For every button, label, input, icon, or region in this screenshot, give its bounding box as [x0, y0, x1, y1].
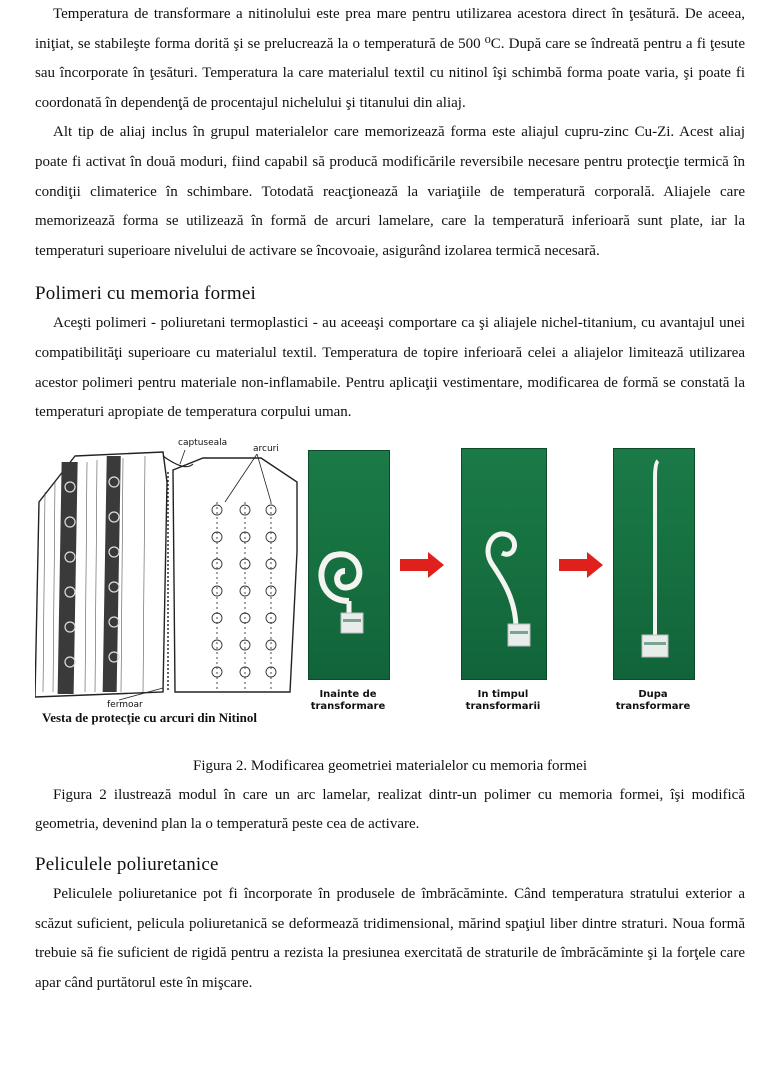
paragraph-cu-zn-alloy: Alt tip de aliaj inclus în grupul materialelor care memorizează forma este aliajul cupru-zinc Cu-Zi. Acest aliaj poate fi activat în două moduri, fiind capabil să producă modificările reversibile necesare pentru protecţie termică în condiţii climaterice în schimbare. Totodată reacţionează la variaţiile de temperatură corporală. Aliajele care memorizează forma se utilizează în formă de arcuri lamelare, care la temperatură inferioară sunt plate, iar la temperaturi superioare nivelului de activare se încovoaie, asigurând izolarea termică necesară.: [35, 124, 745, 259]
label-before: Inainte de transformare: [310, 688, 386, 712]
arrow-right-icon: [400, 552, 444, 578]
label-after: Dupa transformare: [615, 688, 691, 712]
figure-2: [35, 437, 745, 752]
photo-before-transformation: [308, 450, 390, 680]
document-page: [35, 0, 745, 998]
photo-after-transformation: [613, 448, 695, 680]
paragraph-figure-description: Figura 2 ilustrează modul în care un arc lamelar, realizat dintr-un polimer cu memoria formei, îşi modifică geometria, devenind plan la o temperatură peste cea de activare.: [35, 786, 745, 833]
coiled-strip-image: [309, 451, 389, 679]
vest-drawing: [35, 442, 300, 702]
vest-title: Vesta de protecţie cu arcuri din Nitinol: [42, 709, 257, 725]
label-during: In timpul transformarii: [465, 688, 541, 712]
label-lining: captuseala: [178, 437, 228, 448]
flat-strip-image: [614, 449, 694, 679]
label-springs: arcuri: [253, 443, 279, 454]
heading-polimeri: Polimeri cu memoria formei: [35, 283, 257, 305]
heading-pelicule: Peliculele poliuretanice: [35, 853, 219, 875]
paragraph-polimeri: Aceşti polimeri - poliuretani termoplastici - au aceeaşi comportare ca şi aliajele nichel-titanium, cu avantajul unei compatibilităţi superioare cu materialul textil. Temperatura de topire inferioară celei a aliajelor limitează utilizarea acestor polimeri pentru materiale non-inflamabile. Pentru aplicaţii vestimentare, modificarea de formă se constată la temperaturi apropiate de temperatura corpului uman.: [35, 315, 745, 421]
paragraph-nitinol: Temperatura de transformare a nitinolului este prea mare pentru utilizarea acestora direct în ţesătură. De aceea, iniţiat, se stabileşte forma dorită şi se prelucrează la o temperatură de 500 ⁰C. După care se îndreată pentru a fi ţesute sau încorporate în ţesături. Temperatura la care materialul textil cu nitinol îşi schimbă forma poate varia, şi poate fi coordonată în dependenţă de procentajul nichelului şi titanului din aliaj.: [35, 6, 745, 111]
label-zipper: fermoar: [107, 699, 143, 710]
arrow-right-icon: [559, 552, 603, 578]
uncoiling-strip-image: [462, 449, 546, 679]
photo-during-transformation: [461, 448, 547, 680]
paragraph-pelicule: Peliculele poliuretanice pot fi încorporate în produsele de îmbrăcăminte. Când temperatura stratului exterior a scăzut suficient, pelicula poliuretanică se deformează tridimensional, mărind spaţiul liber dintre straturi. Noua formă trebuie să fie suficient de rigidă pentru a rezista la presiunea exercitată de straturile de îmbrăcăminte şi la forţele care apar când purtătorul este în mişcare.: [35, 885, 745, 991]
figure-caption: Figura 2. Modificarea geometriei materialelor cu memoria formei: [192, 757, 587, 774]
